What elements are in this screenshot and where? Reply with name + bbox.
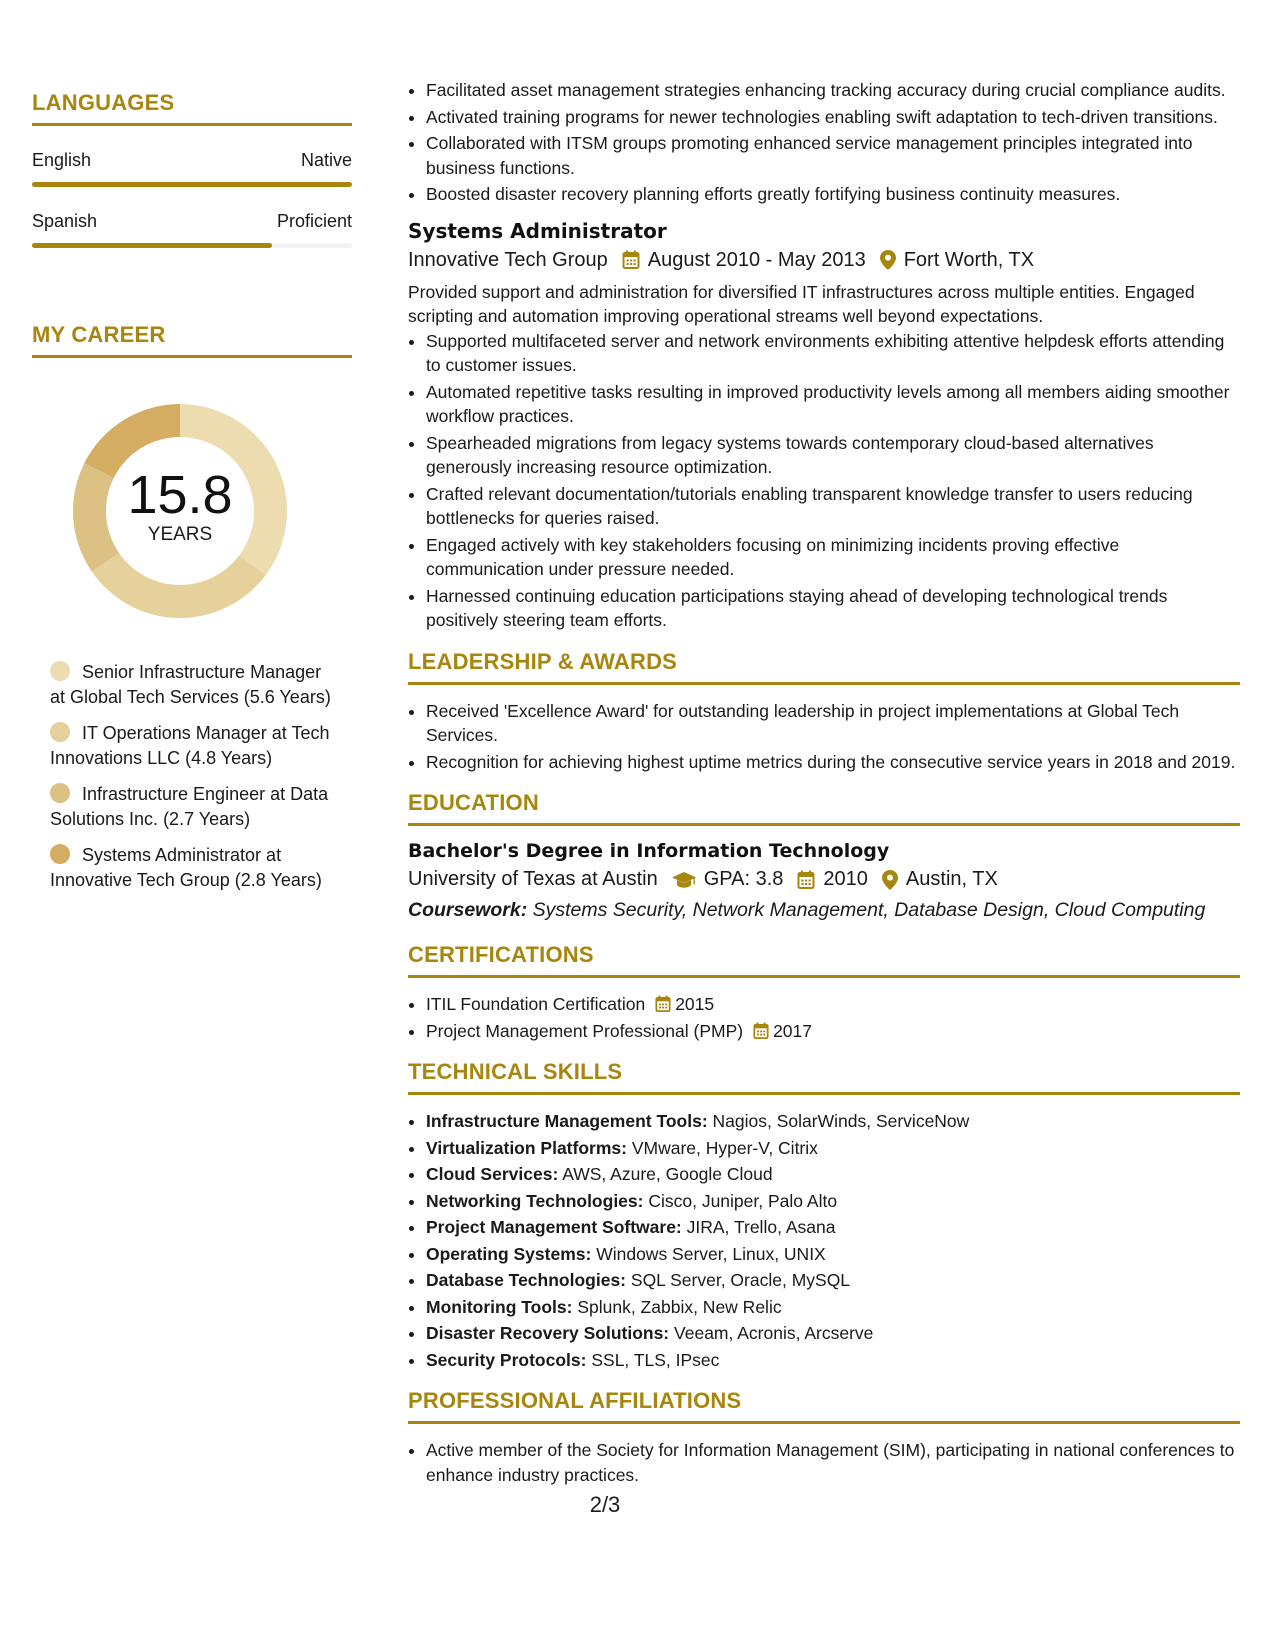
skill-category: Monitoring Tools:	[426, 1296, 573, 1317]
skill-item	[426, 1242, 1240, 1267]
skill-item	[426, 1268, 1240, 1293]
job-dates: August 2010 - May 2013	[647, 248, 866, 271]
language-proficiency-bar	[32, 182, 352, 187]
school-name: University of Texas at Austin	[408, 868, 658, 890]
education-rule	[408, 823, 1240, 826]
previous-job-bullets	[408, 78, 1240, 207]
languages-heading: LANGUAGES	[32, 90, 175, 115]
skill-item	[426, 1321, 1240, 1346]
skill-category: Project Management Software:	[426, 1217, 682, 1237]
bullet-item: • Harnessed continuing education participations staying ahead of developing technological trends positively steering team efforts.	[426, 584, 1240, 633]
page-number: 2/3	[589, 1492, 621, 1517]
certification-name: ITIL Foundation Certification	[426, 994, 646, 1014]
career-heading: MY CAREER	[32, 322, 166, 347]
affiliations-section	[408, 1388, 1240, 1487]
legend-dot	[50, 722, 70, 742]
career-legend-item	[50, 721, 335, 770]
skills-heading: TECHNICAL SKILLS	[408, 1059, 623, 1084]
bullet-item: • Spearheaded migrations from legacy systems towards contemporary cloud-based alternatives generously increasing resource optimization.	[426, 431, 1240, 480]
bullet-item: • Facilitated asset management strategies enhancing tracking accuracy during crucial compliance audits.	[426, 78, 1240, 103]
languages-rule	[32, 123, 352, 126]
skills-section	[408, 1059, 1240, 1372]
language-proficiency-bar	[32, 243, 352, 248]
coursework-label: Coursework:	[408, 899, 528, 921]
graduation-cap-icon	[672, 871, 696, 889]
skill-item	[426, 1136, 1240, 1161]
career-total-unit: YEARS	[147, 524, 213, 545]
certification-year: 2017	[773, 1020, 813, 1041]
skill-values: SQL Server, Oracle, MySQL	[630, 1270, 851, 1290]
skill-values: Veeam, Acronis, Arcserve	[674, 1323, 874, 1343]
job-company: Innovative Tech Group	[408, 248, 608, 271]
career-rule	[32, 355, 352, 358]
job-title: Systems Administrator	[408, 218, 667, 243]
bullet-item: • Supported multifaceted server and network environments exhibiting attentive helpdesk efforts attending to customer issues.	[426, 329, 1240, 378]
career-role-label: Infrastructure Engineer at Data Solutions Inc. (2.7 Years)	[50, 784, 329, 829]
certifications-heading: CERTIFICATIONS	[408, 942, 594, 967]
skill-category: Security Protocols:	[426, 1349, 587, 1370]
certification-name: Project Management Professional (PMP)	[426, 1020, 744, 1041]
skill-item	[426, 1348, 1240, 1373]
skill-item	[426, 1295, 1240, 1320]
calendar-icon	[753, 1022, 769, 1040]
skill-category: Cloud Services:	[426, 1164, 559, 1184]
certifications-section	[408, 942, 1240, 1043]
education-heading: EDUCATION	[408, 790, 539, 815]
language-proficiency-fill	[32, 182, 352, 187]
bullet-item: • Boosted disaster recovery planning efforts greatly fortifying business continuity measures.	[426, 182, 1240, 207]
language-proficiency-fill	[32, 243, 272, 248]
skill-values: VMware, Hyper-V, Citrix	[631, 1137, 818, 1158]
language-name: English	[32, 150, 92, 170]
affiliations-list	[408, 1438, 1240, 1487]
leadership-list	[408, 699, 1240, 775]
career-legend	[32, 660, 352, 892]
skills-list	[408, 1109, 1240, 1372]
legend-dot	[50, 661, 70, 681]
career-donut-chart	[65, 396, 295, 626]
leadership-heading: LEADERSHIP & AWARDS	[408, 648, 678, 674]
calendar-icon	[655, 995, 671, 1013]
job-summary: Provided support and administration for diversified IT infrastructures across multiple entities. Engaged scripting and automation improving operational streams well beyond expectations.	[408, 281, 1195, 326]
career-legend-item	[50, 660, 335, 709]
career-legend-item	[50, 782, 335, 831]
skill-values: SSL, TLS, IPsec	[591, 1349, 720, 1370]
skill-category: Virtualization Platforms:	[426, 1137, 627, 1158]
skill-values: Splunk, Zabbix, New Relic	[577, 1296, 782, 1317]
skill-category: Infrastructure Management Tools:	[426, 1111, 708, 1131]
certification-item	[426, 1019, 1240, 1044]
education-meta	[408, 868, 1240, 891]
affiliations-rule	[408, 1421, 1240, 1424]
skill-values: Windows Server, Linux, UNIX	[596, 1243, 826, 1264]
skill-category: Operating Systems:	[426, 1243, 592, 1264]
language-item	[32, 150, 352, 187]
bullet-item: • Engaged actively with key stakeholders focusing on minimizing incidents proving effective communication under pressure needed.	[426, 533, 1240, 582]
bullet-item: • Collaborated with ITSM groups promoting enhanced service management principles integrated into business functions.	[426, 131, 1240, 180]
certifications-list	[408, 992, 1240, 1043]
career-legend-item	[50, 843, 335, 892]
leadership-section	[408, 649, 1240, 775]
certification-year: 2015	[675, 994, 715, 1014]
skill-category: Disaster Recovery Solutions:	[426, 1323, 670, 1343]
career-total-years: 15.8	[127, 465, 233, 525]
skill-item	[426, 1109, 1240, 1134]
gpa: GPA: 3.8	[703, 868, 784, 890]
language-name: Spanish	[32, 211, 98, 231]
skill-values: Cisco, Juniper, Palo Alto	[648, 1190, 838, 1211]
career-role-label: Systems Administrator at Innovative Tech Group (2.8 Years)	[50, 845, 322, 890]
job-bullets	[408, 329, 1240, 633]
career-role-label: Senior Infrastructure Manager at Global Tech Services (5.6 Years)	[50, 662, 331, 707]
affiliation-item: • Active member of the Society for Information Management (SIM), participating in national conferences to enhance industry practices.	[426, 1438, 1240, 1487]
leadership-rule	[408, 682, 1240, 685]
education-section	[408, 790, 1240, 922]
certification-item	[426, 992, 1240, 1017]
skill-item	[426, 1189, 1240, 1214]
bullet-item: • Activated training programs for newer technologies enabling swift adaptation to tech-driven transitions.	[426, 105, 1240, 130]
education-location: Austin, TX	[905, 868, 998, 890]
skill-category: Networking Technologies:	[426, 1190, 644, 1211]
bullet-item: • Automated repetitive tasks resulting in improved productivity levels among all members aiding smoother workflow practices.	[426, 380, 1240, 429]
job-location: Fort Worth, TX	[903, 248, 1035, 271]
coursework-list: Systems Security, Network Management, Database Design, Cloud Computing	[532, 899, 1206, 921]
job-meta	[408, 249, 1240, 272]
award-item: • Received 'Excellence Award' for outstanding leadership in project implementations at Global Tech Services.	[426, 699, 1240, 748]
graduation-year: 2010	[823, 868, 868, 890]
location-pin-icon	[880, 250, 896, 270]
career-role-label: IT Operations Manager at Tech Innovations LLC (4.8 Years)	[50, 723, 330, 768]
certifications-rule	[408, 975, 1240, 978]
bullet-item: • Crafted relevant documentation/tutorials enabling transparent knowledge transfer to users reducing bottlenecks for queries raised.	[426, 482, 1240, 531]
left-column	[32, 90, 352, 904]
language-level: Native	[300, 150, 352, 170]
skill-values: AWS, Azure, Google Cloud	[562, 1164, 773, 1184]
language-item	[32, 211, 352, 248]
location-pin-icon	[882, 870, 898, 890]
right-column	[408, 78, 1240, 1489]
calendar-icon	[622, 250, 640, 270]
award-item: • Recognition for achieving highest uptime metrics during the consecutive service years in 2018 and 2019.	[426, 750, 1240, 775]
calendar-icon	[797, 870, 815, 890]
skill-values: Nagios, SolarWinds, ServiceNow	[712, 1111, 970, 1131]
degree-title: Bachelor's Degree in Information Technology	[408, 840, 890, 862]
coursework	[408, 899, 1240, 922]
skill-values: JIRA, Trello, Asana	[686, 1217, 836, 1237]
skill-item	[426, 1162, 1240, 1187]
legend-dot	[50, 844, 70, 864]
language-level: Proficient	[276, 211, 352, 231]
legend-dot	[50, 783, 70, 803]
skills-rule	[408, 1092, 1240, 1095]
skill-item	[426, 1215, 1240, 1240]
affiliations-heading: PROFESSIONAL AFFILIATIONS	[408, 1388, 742, 1413]
skill-category: Database Technologies:	[426, 1270, 627, 1290]
